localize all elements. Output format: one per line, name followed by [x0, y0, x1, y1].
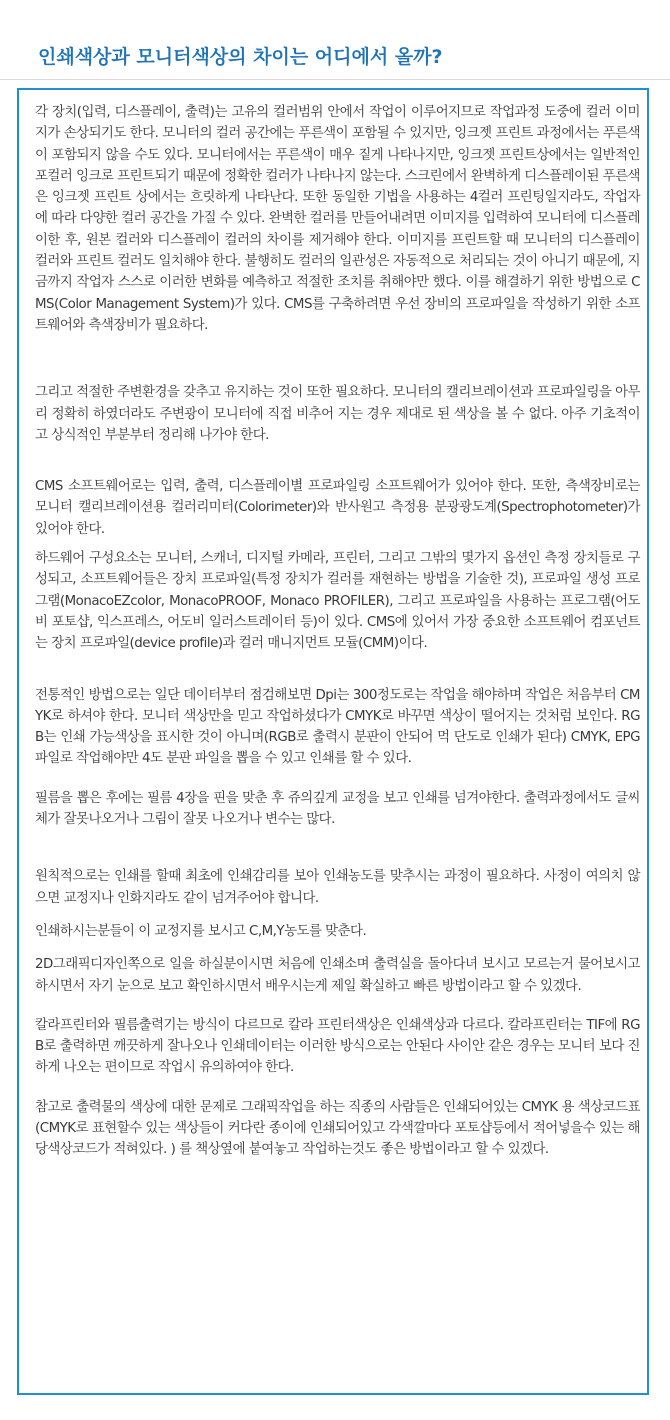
paragraph-4: 하드웨어 구성요소는 모니터, 스캐너, 디지털 카메라, 프린터, 그리고 그밖의 몇가지 옵션인 측정 장치들로 구성되고, 소프트웨어들은 장치 프로파일(특정 장치가 컬러를 재현하는 방법을 기술한 것), 프로파일 생성 프로그램(MonacoEZcolor, MonacoPROOF, Monaco PROFILER), 그리고 프로파일을 사용하는 프로그램(어도비 포토샵, 익스프레스, 어도비 일러스트레이터 등)이 있다. CMS에 있어서 가장 중요한 소프트웨어 컴포넌트는 장치 프로파일(device profile)과 컬러 매니지먼트 모듈(CMM)이다. — [35, 551, 640, 652]
paragraph-9: 2D그래픽디자인쪽으로 일을 하실분이시면 처음에 인쇄소며 출력실을 돌아다녀 보시고 모르는거 물어보시고 하시면서 자기 눈으로 보고 확인하시면서 배우시는게 제일 확실하고 빠른 방법이라고 할 수 있겠다. — [35, 957, 640, 994]
paragraph-11: 참고로 출력물의 색상에 대한 문제로 그래픽작업을 하는 직종의 사람들은 인쇄되어있는 CMYK 용 색상코드표 (CMYK로 표현할수 있는 색상들이 커다란 종이에 인쇄되어있고 각색깔마다 포토샵등에서 적어넣을수 있는 해당색상코드가 적혀있다. ) 를 책상옆에 붙여놓고 작업하는것도 좋은 방법이라고 할 수 있겠다. — [35, 1099, 640, 1158]
page-title: 인쇄색상과 모니터색상의 차이는 어디에서 올까? — [38, 46, 443, 68]
title-divider — [0, 79, 670, 80]
paragraph-5: 전통적인 방법으로는 일단 데이터부터 점검해보면 Dpi는 300정도로는 작업을 해야하며 작업은 처음부터 CMYK로 하셔야 한다. 모니터 색상만을 믿고 작업하셨다가 CMYK로 바꾸면 색상이 떨어지는 것처럼 보인다. RGB는 인쇄 가능색상을 표시한 것이 아니며(RGB로 출력시 분판이 안되어 먹 단도로 인쇄가 된다) CMYK, EPG파일로 작업해야만 4도 분판 파일을 뽑을 수 있고 인쇄를 할 수 있다. — [35, 687, 640, 767]
paragraph-7: 원칙적으로는 인쇄를 할때 최초에 인쇄감리를 보아 인쇄농도를 맞추시는 과정이 필요하다. 사정이 여의치 않으면 교정지나 인화지라도 같이 넘겨주어야 합니다. — [35, 869, 640, 906]
paragraph-1: 각 장치(입력, 디스플레이, 출력)는 고유의 컬러범위 안에서 작업이 이루어지므로 작업과정 도중에 컬러 이미지가 손상되기도 한다. 모니터의 컬러 공간에는 푸른색이 포함될 수 있지만, 잉크젯 프린트 과정에서는 푸른색이 포함되지 않을 수도 있다. 모니터에서는 푸른색이 매우 짙게 나타나지만, 잉크젯 프린트상에서는 일반적인 포컬러 잉크로 프린트되기 때문에 정확한 컬러가 나타나지 않는다. 스크린에서 완벽하게 디스플레이된 푸른색은 잉크젯 프린트 상에서는 흐릿하게 나타난다. 또한 동일한 기법을 사용하는 4컬러 프린팅일지라도, 작업자에 따라 다양한 컬러 공간을 가질 수 있다. 완벽한 컬러를 만들어내려면 이미지를 입력하여 모니터에 디스플레이한 후, 원본 컬러와 디스플레이 컬러의 차이를 제거해야 한다. 이미지를 프린트할 때 모니터의 디스플레이 컬러와 프린트 컬러도 일치해야 한다. 불행히도 컬러의 일관성은 자동적으로 처리되는 것이 아니기 때문에, 지금까지 작업자 스스로 이러한 변화를 예측하고 적절한 조치를 취해야만 했다. 이를 해결하기 위한 방법으로 CMS(Color Management System)가 있다. CMS를 구축하려면 우선 장비의 프로파일을 작성하기 위한 소프트웨어와 측색장비가 필요하다. — [35, 105, 640, 333]
paragraph-2: 그리고 적절한 주변환경을 갖추고 유지하는 것이 또한 필요하다. 모니터의 캘리브레이션과 프로파일링을 아무리 정확히 하였더라도 주변광이 모니터에 직접 비추어 지는 경우 제대로 된 색상을 볼 수 없다. 아주 기초적이고 상식적인 부분부터 정리해 나가야 한다. — [35, 385, 640, 443]
paragraph-3: CMS 소프트웨어로는 입력, 출력, 디스플레이별 프로파일링 소프트웨어가 있어야 한다. 또한, 측색장비로는 모니터 캘리브레이션용 컬러리미터(Colorimeter)와 반사원고 측정용 분광광도계(Spectrophotometer)가 있어야 한다. — [35, 479, 640, 537]
paragraph-8: 인쇄하시는분들이 이 교정지를 보시고 C,M,Y농도를 맞춘다. — [35, 923, 367, 939]
article-body — [35, 98, 640, 1161]
paragraph-6: 필름을 뽑은 후에는 필름 4장을 핀을 맞춘 후 쥬의깊게 교정을 보고 인쇄를 넘겨야한다. 출력과정에서도 글씨체가 잘못나오거나 그림이 잘못 나오거나 변수는 많다. — [35, 790, 640, 828]
paragraph-10: 칼라프린터와 필름출력기는 방식이 다르므로 칼라 프린터색상은 인쇄색상과 다르다. 칼라프린터는 TIF에 RGB로 출력하면 깨끗하게 잘나오나 인쇄데이터는 이러한 방식으로는 안된다 사이안 같은 경우는 모니터 보다 진하게 나오는 편이므로 작업시 유의하여야 한다. — [35, 1017, 640, 1076]
